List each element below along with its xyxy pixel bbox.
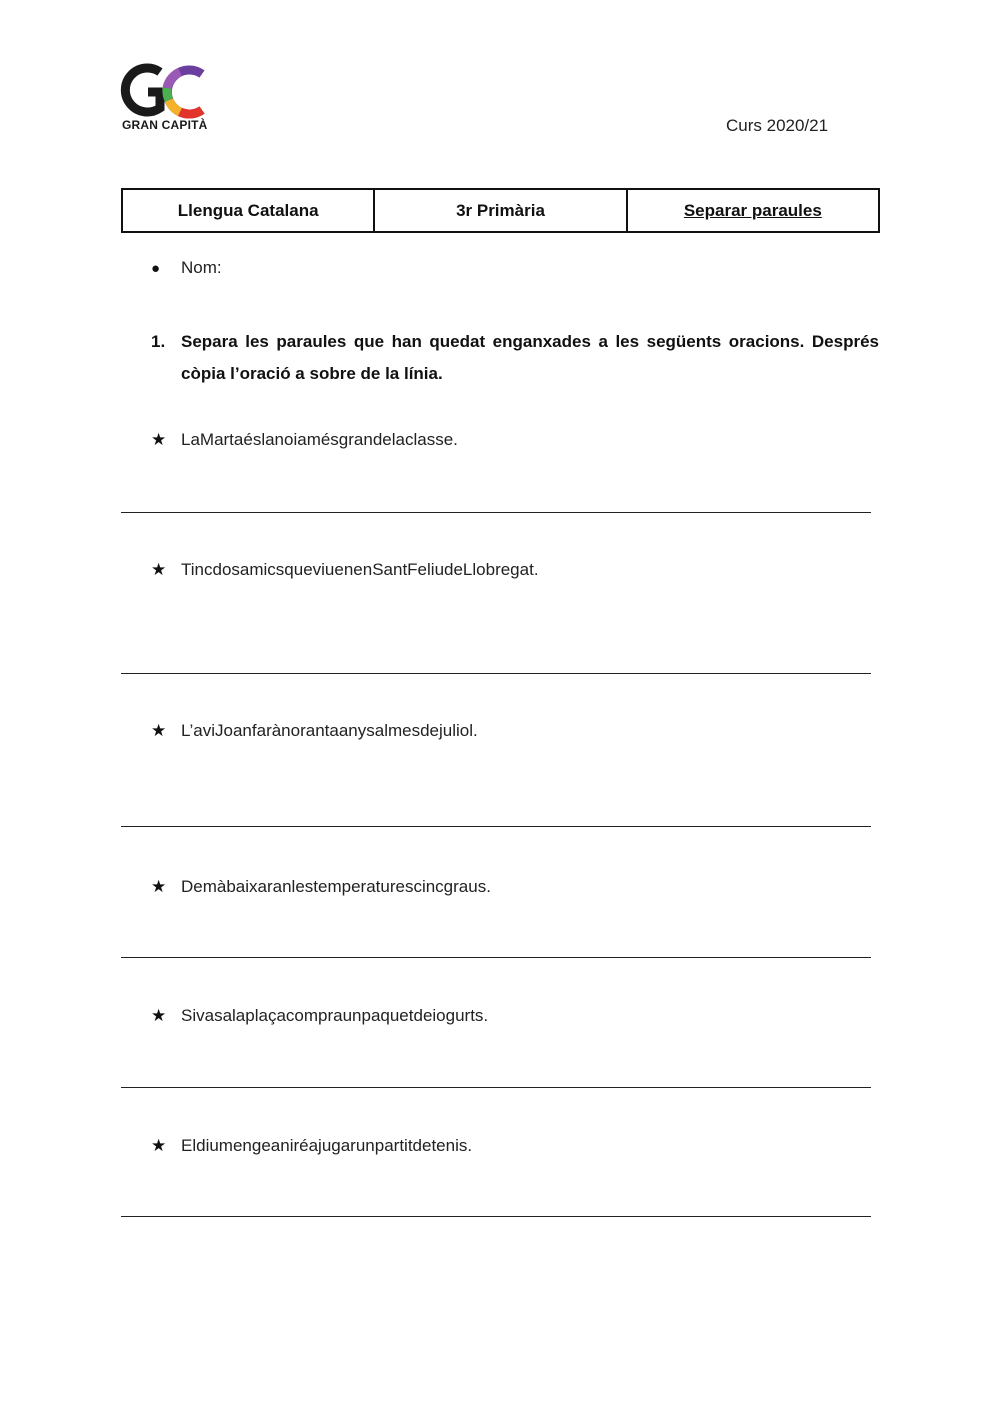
star-icon: ★	[151, 1006, 167, 1025]
sentence-5: Sivasalaplaçacompraunpaquetdeiogurts.	[181, 1006, 489, 1025]
star-icon: ★	[151, 430, 167, 449]
exercise-number: 1.	[151, 332, 166, 351]
topic-cell: Separar paraules	[627, 189, 879, 232]
course-year: Curs 2020/21	[726, 116, 829, 135]
subject-cell: Llengua Catalana	[122, 189, 374, 232]
exercise-instruction: Separa les paraules que han quedat enganxades a les següents oracions. Després còpia l’oració a sobre de la línia.	[181, 332, 879, 383]
logo-text: GRAN CAPITÀ	[122, 118, 208, 132]
bullet-icon: ●	[151, 260, 161, 277]
star-icon: ★	[151, 721, 167, 740]
answer-line-2[interactable]	[121, 673, 871, 674]
sentence-4: Demàbaixaranlestemperaturescincgraus.	[181, 877, 491, 896]
star-icon: ★	[151, 560, 167, 579]
answer-line-4[interactable]	[121, 957, 871, 958]
star-icon: ★	[151, 877, 167, 896]
sentence-1: LaMartaéslanoiamésgrandelaclasse.	[181, 430, 458, 449]
sentence-3: L’aviJoanfarànorantaanysalmesdejuliol.	[181, 721, 478, 740]
answer-line-1[interactable]	[121, 512, 871, 513]
name-label: Nom:	[181, 258, 222, 277]
grade-cell: 3r Primària	[374, 189, 626, 232]
sentence-6: Eldiumengeaniréajugarunpartitdetenis.	[181, 1136, 473, 1155]
sentence-2: TincdosamicsqueviuenenSantFeliudeLlobregat.	[181, 560, 539, 579]
answer-line-3[interactable]	[121, 826, 871, 827]
answer-line-5[interactable]	[121, 1087, 871, 1088]
header-table	[121, 188, 880, 233]
star-icon: ★	[151, 1136, 167, 1155]
answer-line-6[interactable]	[121, 1216, 871, 1217]
